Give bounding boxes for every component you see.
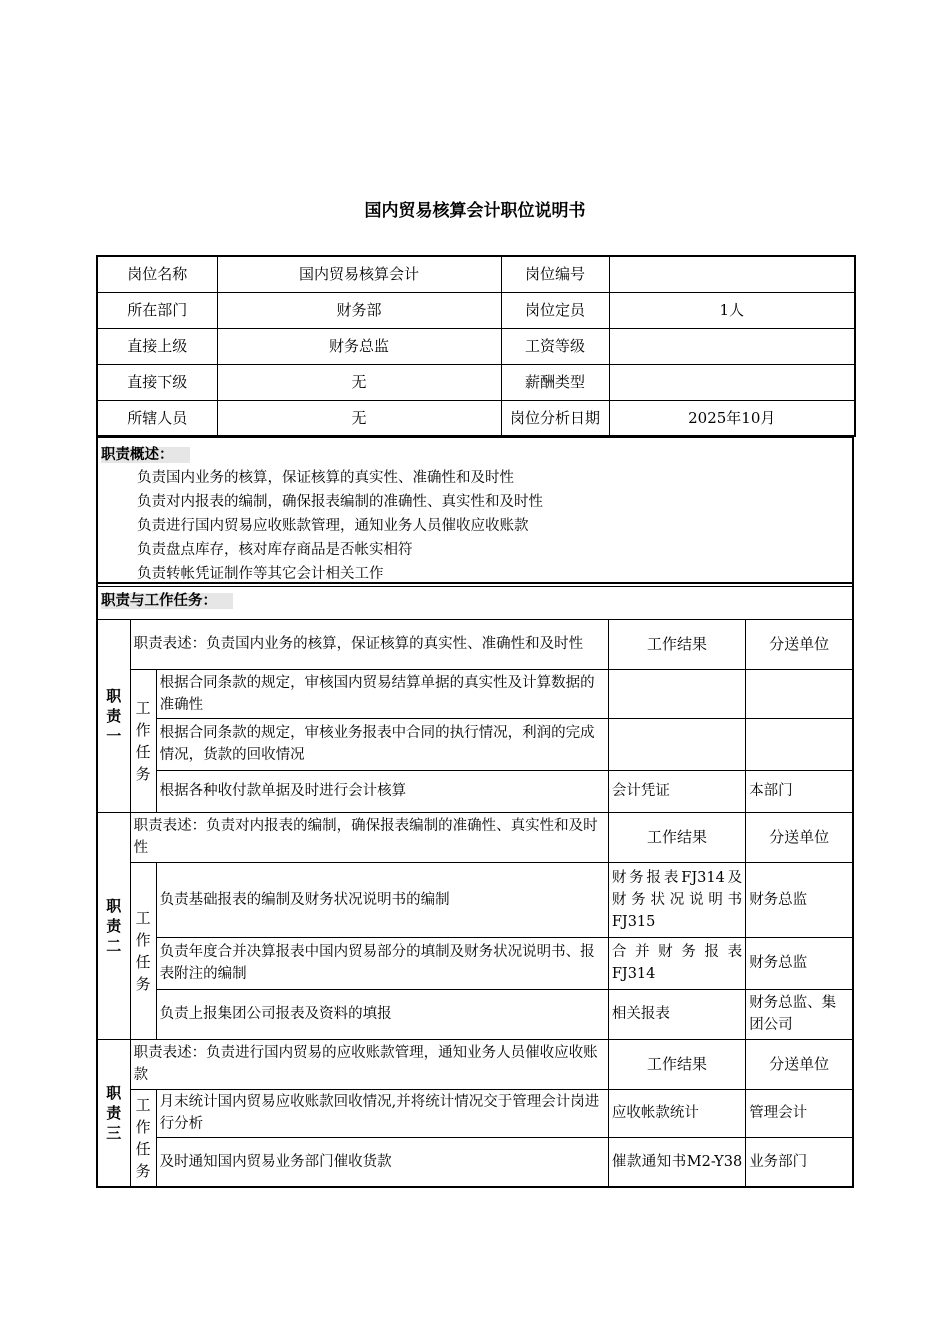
info-row bbox=[97, 292, 855, 328]
task-result: 合并财务报表FJ314 bbox=[608, 937, 745, 989]
task-result bbox=[608, 669, 745, 718]
task-row bbox=[97, 1137, 853, 1187]
summary-line: 负责盘点库存，核对库存商品是否帐实相符 bbox=[137, 542, 413, 558]
summary-line: 负责转帐凭证制作等其它会计相关工作 bbox=[137, 566, 384, 582]
info-label: 直接下级 bbox=[97, 364, 217, 400]
dept-header: 分送单位 bbox=[746, 812, 853, 862]
task-dept: 财务总监 bbox=[746, 862, 853, 937]
task-label: 工作任务 bbox=[130, 1089, 156, 1187]
info-row bbox=[97, 400, 855, 436]
task-row bbox=[97, 1089, 853, 1137]
task-dept: 管理会计 bbox=[746, 1089, 853, 1137]
info-label: 工资等级 bbox=[501, 328, 609, 364]
summary-heading: 职责概述： bbox=[101, 447, 190, 463]
task-label: 工作任务 bbox=[130, 669, 156, 812]
task-dept bbox=[746, 718, 853, 770]
duty-label: 职责二 bbox=[97, 812, 130, 1039]
info-row bbox=[97, 256, 855, 292]
info-label: 岗位名称 bbox=[97, 256, 217, 292]
info-label: 所辖人员 bbox=[97, 400, 217, 436]
duties-heading: 职责与工作任务： bbox=[101, 593, 233, 609]
basic-info-table bbox=[96, 255, 856, 437]
duty-label: 职责三 bbox=[97, 1039, 130, 1187]
info-value: 财务总监 bbox=[217, 328, 501, 364]
task-label: 工作任务 bbox=[130, 862, 156, 1039]
duty-statement: 职责表述：负责进行国内贸易的应收账款管理，通知业务人员催收应收账款 bbox=[130, 1039, 608, 1089]
task-result: 相关报表 bbox=[608, 989, 745, 1039]
task-text: 根据合同条款的规定，审核国内贸易结算单据的真实性及计算数据的准确性 bbox=[156, 669, 608, 718]
info-value bbox=[609, 328, 855, 364]
duties-table bbox=[96, 582, 854, 1188]
info-label: 直接上级 bbox=[97, 328, 217, 364]
task-result: 财务报表FJ314及财务状况说明书FJ315 bbox=[608, 862, 745, 937]
info-label: 岗位定员 bbox=[501, 292, 609, 328]
task-text: 根据合同条款的规定，审核业务报表中合同的执行情况，利润的完成情况，货款的回收情况 bbox=[156, 718, 608, 770]
task-text: 及时通知国内贸易业务部门催收货款 bbox=[156, 1137, 608, 1187]
info-value bbox=[609, 364, 855, 400]
info-label: 薪酬类型 bbox=[501, 364, 609, 400]
info-value bbox=[609, 256, 855, 292]
task-result bbox=[608, 718, 745, 770]
summary-line: 负责对内报表的编制，确保报表编制的准确性、真实性和及时性 bbox=[137, 494, 543, 510]
task-text: 月末统计国内贸易应收账款回收情况,并将统计情况交于管理会计岗进行分析 bbox=[156, 1089, 608, 1137]
info-value: 无 bbox=[217, 400, 501, 436]
info-label: 岗位分析日期 bbox=[501, 400, 609, 436]
task-row bbox=[97, 770, 853, 812]
task-dept: 业务部门 bbox=[746, 1137, 853, 1187]
result-header: 工作结果 bbox=[608, 1039, 745, 1089]
duty-statement: 职责表述：负责对内报表的编制，确保报表编制的准确性、真实性和及时性 bbox=[130, 812, 608, 862]
task-row bbox=[97, 989, 853, 1039]
duty-statement: 职责表述：负责国内业务的核算，保证核算的真实性、准确性和及时性 bbox=[130, 619, 608, 669]
result-header: 工作结果 bbox=[608, 619, 745, 669]
task-dept: 本部门 bbox=[746, 770, 853, 812]
info-value: 无 bbox=[217, 364, 501, 400]
info-value: 1人 bbox=[609, 292, 855, 328]
summary-line: 负责进行国内贸易应收账款管理，通知业务人员催收应收账款 bbox=[137, 518, 529, 534]
duty-label: 职责一 bbox=[97, 619, 130, 812]
task-row bbox=[97, 862, 853, 937]
duty-statement-row bbox=[97, 1039, 853, 1089]
task-dept: 财务总监 bbox=[746, 937, 853, 989]
task-text: 负责基础报表的编制及财务状况说明书的编制 bbox=[156, 862, 608, 937]
info-value: 国内贸易核算会计 bbox=[217, 256, 501, 292]
dept-header: 分送单位 bbox=[746, 619, 853, 669]
result-header: 工作结果 bbox=[608, 812, 745, 862]
summary-line: 负责国内业务的核算，保证核算的真实性、准确性和及时性 bbox=[137, 470, 514, 486]
document-title: 国内贸易核算会计职位说明书 bbox=[364, 201, 586, 221]
info-label: 所在部门 bbox=[97, 292, 217, 328]
info-label: 岗位编号 bbox=[501, 256, 609, 292]
task-result: 会计凭证 bbox=[608, 770, 745, 812]
info-value: 2025年10月 bbox=[609, 400, 855, 436]
task-row bbox=[97, 669, 853, 718]
info-value: 财务部 bbox=[217, 292, 501, 328]
duty-statement-row bbox=[97, 619, 853, 669]
info-row bbox=[97, 328, 855, 364]
task-dept bbox=[746, 669, 853, 718]
task-result: 催款通知书M2-Y38 bbox=[608, 1137, 745, 1187]
duty-statement-row bbox=[97, 812, 853, 862]
task-result: 应收帐款统计 bbox=[608, 1089, 745, 1137]
dept-header: 分送单位 bbox=[746, 1039, 853, 1089]
task-row bbox=[97, 937, 853, 989]
info-row bbox=[97, 364, 855, 400]
task-text: 负责年度合并决算报表中国内贸易部分的填制及财务状况说明书、报表附注的编制 bbox=[156, 937, 608, 989]
task-text: 根据各种收付款单据及时进行会计核算 bbox=[156, 770, 608, 812]
task-dept: 财务总监、集团公司 bbox=[746, 989, 853, 1039]
task-row bbox=[97, 718, 853, 770]
duty-summary-section bbox=[96, 436, 854, 587]
task-text: 负责上报集团公司报表及资料的填报 bbox=[156, 989, 608, 1039]
